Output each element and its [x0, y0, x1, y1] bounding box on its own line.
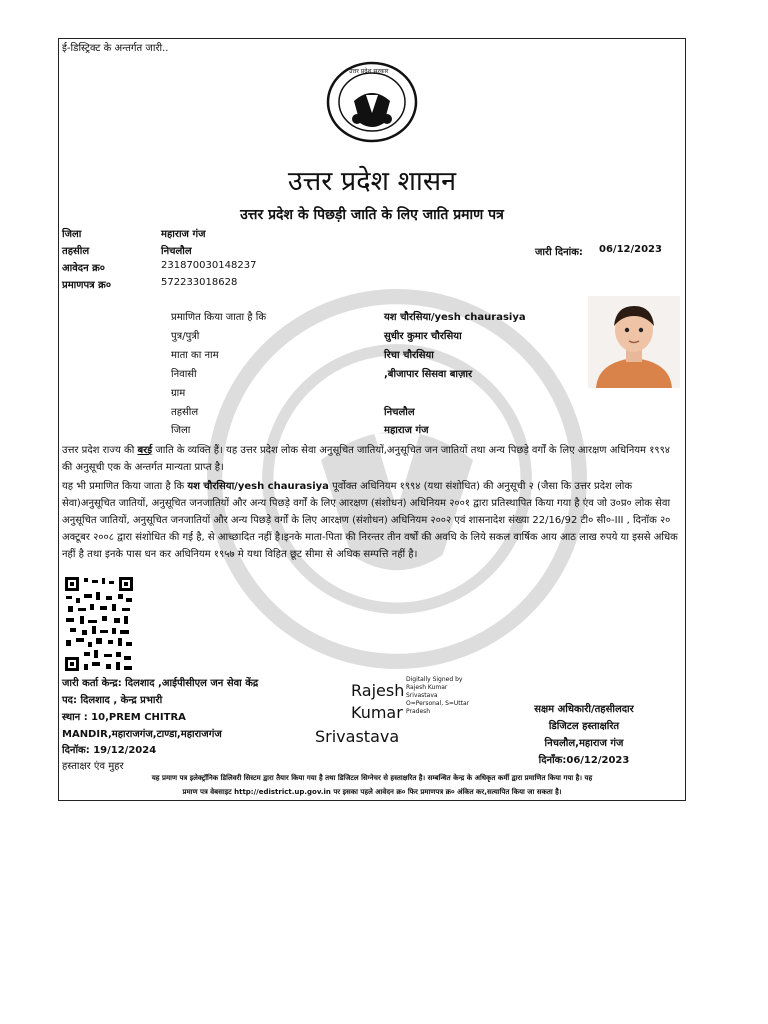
issue-date-label: जारी दिनांक:	[535, 247, 583, 258]
application-label: आवेदन क्र०	[62, 263, 106, 274]
child-of-value: सुधीर कुमार चौरसिया	[384, 331, 462, 342]
footer-line2: प्रमाण पत्र वेबसाइट http://edistrict.up.gov.in पर इसका पहले आवेदन क्र० फिर प्रमाणपत्र क्र० अंकित कर,सत्यापित किया जा सकता है।	[182, 788, 562, 796]
issuer-post: पद: दिलशाद , केन्द्र प्रभारी	[62, 695, 163, 706]
digital-signature-note: Digitally Signed by Rajesh Kumar Srivastava O=Personal, S=Uttar Pradesh	[406, 676, 470, 715]
detail-tehsil-value: निचलौल	[384, 407, 415, 418]
seal-text: उत्तर प्रदेश सरकार	[349, 68, 389, 75]
certificate-document	[58, 38, 686, 801]
sign-seal-label: हस्ताक्षर एंव मुहर	[62, 761, 124, 772]
recognition-paragraph: उत्तर प्रदेश राज्य की बरई जाति के व्यक्ति हैं। यह उत्तर प्रदेश लोक सेवा अनुसूचित जातियों,अनुसूचित जन जातियों तथा अन्य पिछड़े वर्गों के लिए आरक्षण अधिनियम १९९४ की अनुसूची एक के अन्तर्गत मान्यता प्राप्त है।	[62, 445, 670, 473]
applicant-name-inline: यश चौरसिया/yesh chaurasiya	[187, 481, 329, 492]
signer-name-line2: Kumar	[351, 703, 403, 722]
officer-place: निचलौल,महाराज गंज	[544, 738, 624, 749]
issuing-centre: जारी कर्ता केन्द्र: दिलशाद ,आईपीसीएल जन सेवा केंद्र	[62, 678, 259, 689]
certification-paragraph: यह भी प्रमाणित किया जाता है कि यश चौरसिया/yesh chaurasiya पूर्वोक्त अधिनियम १९९४ (यथा संशोधित) की अनुसूची २ (जैसा कि उत्तर प्रदेश लोक सेवा)अनुसूचित जातियों, अनुसूचित जनजातियों और अन्य पिछड़े वर्गों के लिए आरक्षण (संशोधन) अधिनियम २००१ द्वारा प्रतिस्थापित किया गया है एंव जो उ०प्र० लोक सेवा अनुसूचित जातियों, अनुसूचित जनजातियों और अन्य पिछड़े वर्गों के लिए आरक्षण (संशोधन) अधिनियम २००२ एवं शासनादेश संख्या 22/16/92 टी० सी०-III , दिनॉक २० अक्टूबर २००८ द्वारा संशोधित की गई है, से आच्छादित नहीं है।इनके माता-पिता की निरन्तर तीन वर्षों की अवधि के लिये सकल वार्षिक आय आठ लाख रुपये या इससे अधिक नहीं है तथा इनके पास धन कर अधिनियम १९५७ मे यथा विहित छूट सीमा से अधिक सम्पत्ति नहीं है।	[62, 481, 678, 560]
tehsil-value: निचलौल	[161, 246, 192, 257]
certified-label: प्रमाणित किया जाता है कि	[171, 312, 267, 323]
detail-tehsil-label: तहसील	[171, 407, 199, 418]
resident-label: निवासी	[171, 369, 197, 380]
mother-value: रिचा चौरसिया	[384, 350, 434, 361]
certified-value: यश चौरसिया/yesh chaurasiya	[384, 312, 526, 323]
qr-code	[64, 576, 134, 672]
govt-title: उत्तर प्रदेश शासन	[287, 166, 457, 197]
issuer-place-line2: MANDIR,महाराजगंज,टाण्डा,महाराजगंज	[62, 729, 222, 740]
signer-name-line3: Srivastava	[315, 727, 400, 746]
issuer-place-line1: स्थान : 10,PREM CHITRA	[62, 712, 186, 723]
officer-date: दिनाँक:06/12/2023	[538, 755, 630, 766]
officer-title: सक्षम अधिकारी/तहसीलदार	[534, 704, 634, 715]
footer-line1: यह प्रमाण पत्र इलेक्ट्रॉनिक डिलिवरी सिस्टम द्वारा तैयार किया गया है तथा डिजिटल सिग्नेचर से हस्ताक्षरित है। सम्बन्धित केन्द्र के अधिकृत कर्मी द्वारा प्रमाणित किया गया है। यह	[151, 774, 593, 782]
officer-digital-sign: डिजिटल हस्ताक्षरित	[548, 721, 620, 732]
certificate-title: उत्तर प्रदेश के पिछड़ी जाति के लिए जाति प्रमाण पत्र	[240, 207, 504, 223]
detail-district-value: महाराज गंज	[384, 425, 429, 436]
certificate-no-value: 572233018628	[161, 277, 238, 288]
mother-label: माता का नाम	[171, 350, 219, 361]
certificate-no-label: प्रमाणपत्र क्र०	[62, 280, 112, 291]
edistrict-note: ई-डिस्ट्रिक्ट के अन्तर्गत जारी..	[62, 43, 169, 54]
application-value: 231870030148237	[161, 260, 257, 271]
village-label: ग्राम	[171, 388, 186, 399]
district-value: महाराज गंज	[161, 229, 206, 240]
issue-date-value: 06/12/2023	[599, 244, 662, 255]
child-of-label: पुत्र/पुत्री	[171, 331, 200, 342]
issuer-date: दिनॉक: 19/12/2024	[62, 745, 157, 756]
signer-name-line1: Rajesh	[351, 681, 405, 700]
resident-value: ,बीजापार सिसवा बाज़ार	[384, 369, 473, 380]
applicant-photo	[588, 296, 680, 388]
district-label: जिला	[62, 229, 82, 240]
detail-district-label: जिला	[171, 425, 191, 436]
caste-name: बरई	[137, 445, 153, 456]
tehsil-label: तहसील	[62, 246, 90, 257]
